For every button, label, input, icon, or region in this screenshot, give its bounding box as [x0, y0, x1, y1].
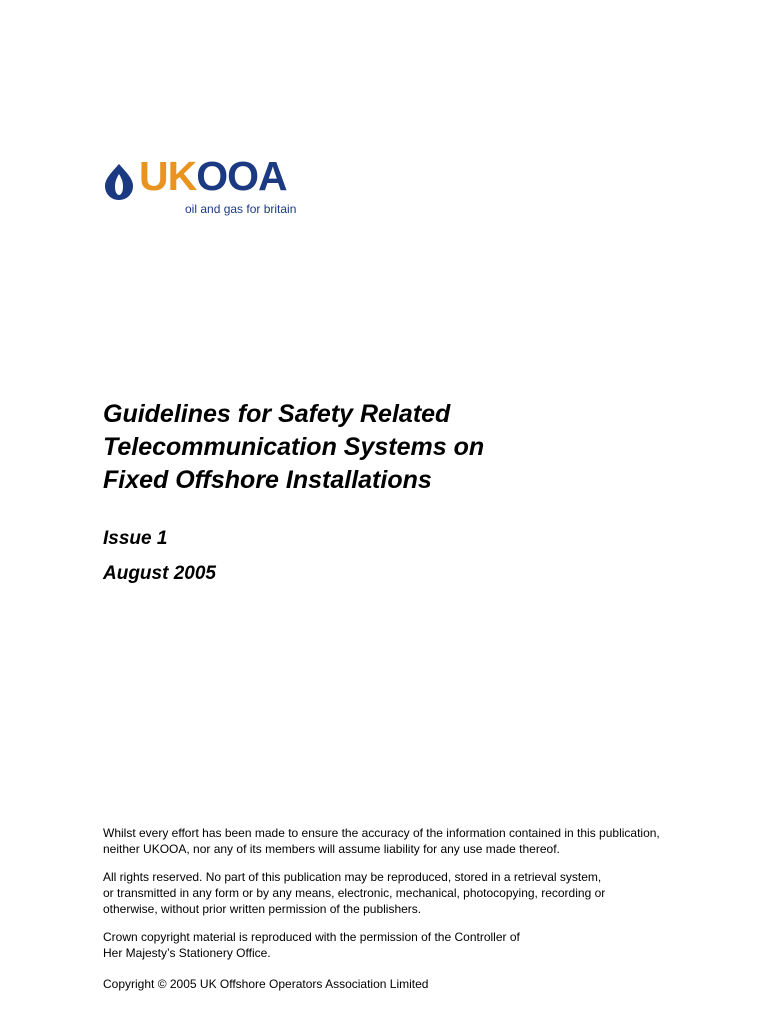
document-title [103, 398, 663, 497]
rights-line: or transmitted in any form or by any means, electronic, mechanical, photocopying, recording or [103, 886, 606, 900]
issue-number: Issue 1 [103, 528, 168, 549]
rights-line: otherwise, without prior written permission of the publishers. [103, 902, 422, 916]
crown-copyright-paragraph [103, 929, 520, 961]
publication-date: August 2005 [103, 563, 216, 584]
title-line: Fixed Offshore Installations [103, 466, 432, 494]
copyright-line: Copyright © 2005 UK Offshore Operators Association Limited [103, 977, 429, 991]
disclaimer-paragraph [103, 825, 660, 857]
rights-paragraph [103, 869, 605, 917]
logo-ooa-text: OOA [196, 153, 287, 199]
ukooa-logo [101, 153, 311, 220]
crown-line: Her Majesty’s Stationery Office. [103, 946, 271, 960]
disclaimer-line: Whilst every effort has been made to ensure the accuracy of the information contained in this publication, [103, 826, 660, 840]
logo-uk-text: UK [139, 153, 197, 199]
crown-line: Crown copyright material is reproduced with the permission of the Controller of [103, 930, 520, 944]
copyright-notice [103, 976, 428, 992]
logo-tagline: oil and gas for britain [185, 202, 297, 216]
title-line: Guidelines for Safety Related [103, 400, 451, 428]
disclaimer-line: neither UKOOA, nor any of its members will assume liability for any use made thereof. [103, 842, 560, 856]
title-line: Telecommunication Systems on [103, 433, 485, 461]
rights-line: All rights reserved. No part of this publication may be reproduced, stored in a retrieval system, [103, 870, 602, 884]
logo-wordmark [139, 153, 287, 199]
oil-drop-icon [101, 163, 137, 201]
